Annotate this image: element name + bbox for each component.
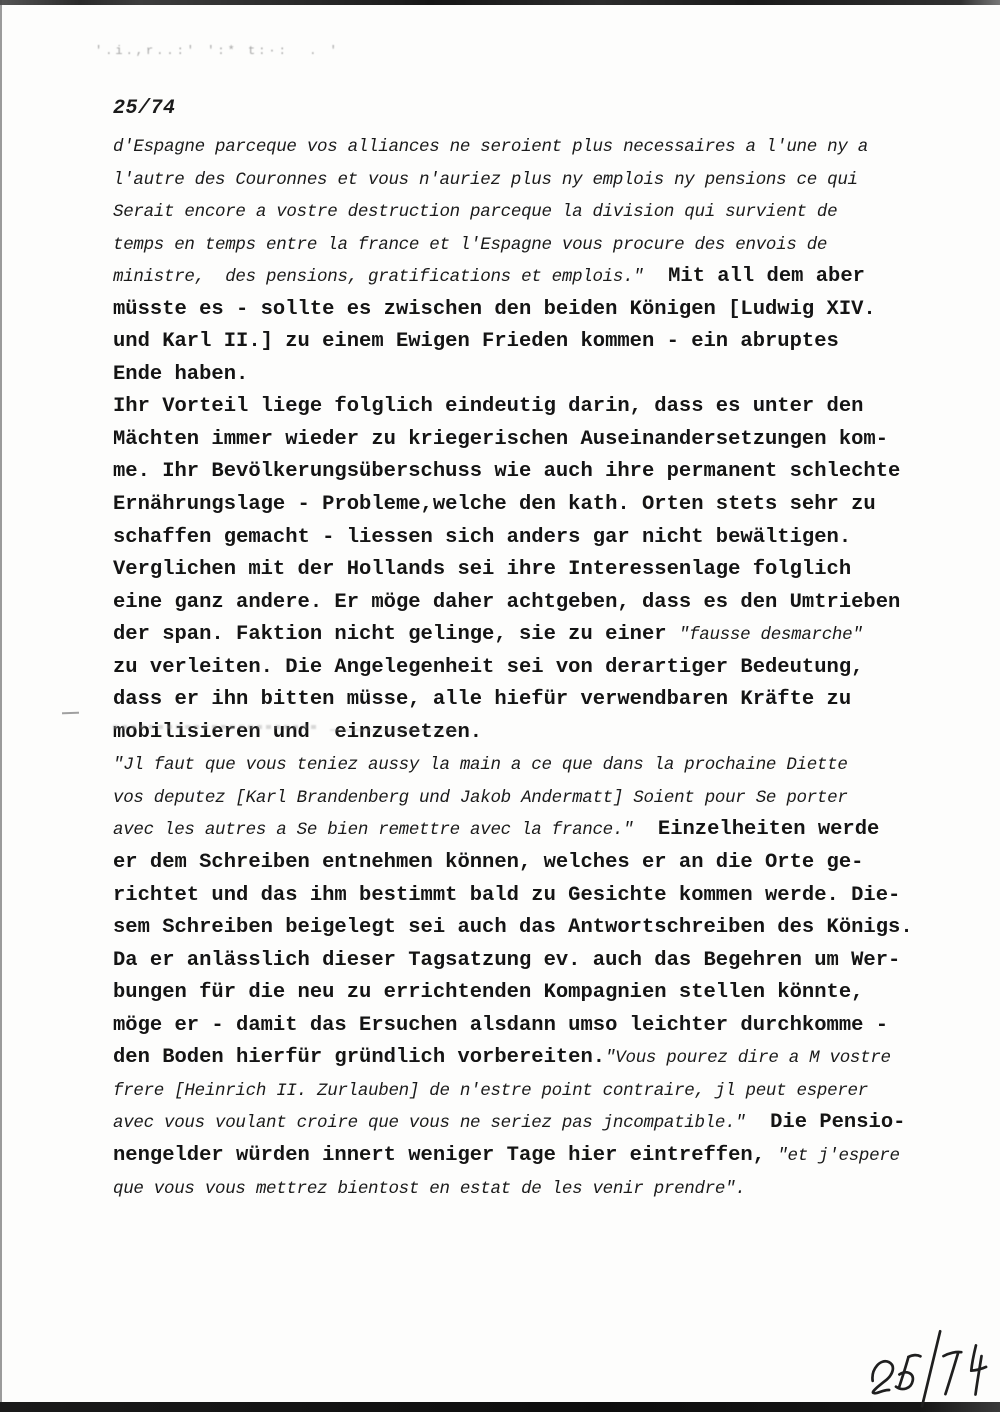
text-line xyxy=(113,359,943,392)
text-segment-italic: l'autre des Couronnes et vous n'auriez plus ny emplois ny pensions ce qui xyxy=(113,169,858,190)
text-line xyxy=(113,424,943,457)
text-line xyxy=(113,196,943,229)
text-line xyxy=(113,326,943,359)
text-segment-italic: que vous vous mettrez bientost en estat de les venir prendre". xyxy=(113,1178,746,1199)
text-line xyxy=(113,652,943,685)
text-segment: Ende haben. xyxy=(113,362,249,386)
text-segment-italic: avec les autres a Se bien remettre avec la france." xyxy=(113,820,634,841)
text-line xyxy=(113,391,943,424)
scan-edge-left xyxy=(0,0,2,1412)
erased-correction-trace xyxy=(113,725,318,729)
text-line xyxy=(113,880,943,913)
text-segment: den Boden hierfür gründlich vorbereiten. xyxy=(113,1046,606,1070)
text-segment-italic: "Vous pourez dire a M vostre xyxy=(605,1048,891,1069)
text-segment-italic: frere [Heinrich II. Zurlauben] de n'estre point contraire, jl peut esperer xyxy=(113,1080,868,1101)
text-line xyxy=(113,912,943,945)
text-segment: müsste es - sollte es zwischen den beiden Königen [Ludwig XIV. xyxy=(113,297,876,321)
typed-page-number: 25/74 xyxy=(113,97,176,120)
text-segment: zu verleiten. Die Angelegenheit sei von derartiger Bedeutung, xyxy=(113,655,864,679)
text-line xyxy=(113,489,943,522)
text-segment: er dem Schreiben entnehmen können, welches er an die Orte ge- xyxy=(113,851,864,875)
text-line xyxy=(113,522,943,555)
text-segment-italic: "fausse desmarche" xyxy=(678,625,863,646)
text-line xyxy=(113,1173,943,1206)
text-line xyxy=(113,229,943,262)
text-block xyxy=(113,131,943,1205)
text-segment: möge er - damit das Ersuchen alsdann umso leichter durchkomme - xyxy=(113,1013,889,1037)
text-segment: dass er ihn bitten müsse, alle hiefür verwendbaren Kräfte zu xyxy=(113,688,852,712)
scan-edge-top xyxy=(0,0,1000,5)
text-line xyxy=(113,619,943,652)
text-segment: Mit all dem aber xyxy=(643,265,865,289)
text-line xyxy=(113,1075,943,1108)
text-segment: schaffen gemacht - liessen sich anders gar nicht bewältigen. xyxy=(113,525,852,549)
scan-edge-bottom xyxy=(0,1402,1000,1412)
handwriting-strokes xyxy=(860,1323,994,1412)
text-segment: der span. Faktion nicht gelinge, sie zu einer xyxy=(113,623,679,647)
text-segment: richtet und das ihm bestimmt bald zu Gesichte kommen werde. Die- xyxy=(113,883,901,907)
text-line xyxy=(113,717,943,750)
text-line xyxy=(113,587,943,620)
text-segment: Verglichen mit der Hollands sei ihre Interessenlage folglich xyxy=(113,558,852,582)
text-segment: nengelder würden innert weniger Tage hier eintreffen, xyxy=(113,1143,778,1167)
text-segment-italic: Serait encore a vostre destruction parceque la division qui survient de xyxy=(113,202,838,223)
text-segment-italic: temps en temps entre la france et l'Espagne vous procure des envois de xyxy=(113,234,828,255)
erased-correction-trace-2 xyxy=(330,729,460,731)
text-segment: Ihr Vorteil liege folglich eindeutig darin, dass es unter den xyxy=(113,395,864,419)
text-line xyxy=(113,1107,943,1140)
pencil-annotation: '.i.,r..:' ':* t:·: . ' xyxy=(95,44,340,58)
text-line xyxy=(113,1010,943,1043)
text-segment: mobilisieren und einzusetzen. xyxy=(113,720,483,744)
text-segment: bungen für die neu zu errichtenden Kompagnien stellen könnte, xyxy=(113,981,864,1005)
text-line xyxy=(113,847,943,880)
text-line xyxy=(113,164,943,197)
text-line xyxy=(113,782,943,815)
text-line xyxy=(113,977,943,1010)
text-segment-italic: "et j'espere xyxy=(777,1145,900,1166)
text-line xyxy=(113,261,943,294)
text-segment-italic: vos deputez [Karl Brandenberg und Jakob Andermatt] Soient pour Se porter xyxy=(113,787,848,808)
text-line xyxy=(113,749,943,782)
text-segment: Ernährungslage - Probleme,welche den kath. Orten stets sehr zu xyxy=(113,493,876,517)
text-line xyxy=(113,294,943,327)
text-segment: Da er anlässlich dieser Tagsatzung ev. auch das Begehren um Wer- xyxy=(113,948,901,972)
text-line xyxy=(113,1140,943,1173)
text-line xyxy=(113,131,943,164)
text-segment: me. Ihr Bevölkerungsüberschuss wie auch ihre permanent schlechte xyxy=(113,460,901,484)
text-segment-italic: avec vous voulant croire que vous ne seriez pas jncompatible." xyxy=(113,1113,746,1134)
text-line xyxy=(113,814,943,847)
text-line xyxy=(113,1042,943,1075)
text-segment-italic: "Jl faut que vous teniez aussy la main a ce que dans la prochaine Diette xyxy=(113,755,848,776)
text-segment-italic: ministre, des pensions, gratifications et emplois." xyxy=(113,267,644,288)
text-segment: Mächten immer wieder zu kriegerischen Auseinandersetzungen kom- xyxy=(113,427,889,451)
text-line xyxy=(113,684,943,717)
text-line xyxy=(113,945,943,978)
text-segment: eine ganz andere. Er möge daher achtgeben, dass es den Umtrieben xyxy=(113,590,901,614)
margin-dash-mark xyxy=(62,712,79,715)
text-segment: sem Schreiben beigelegt sei auch das Antwortschreiben des Königs. xyxy=(113,916,913,940)
text-segment: Einzelheiten werde xyxy=(633,818,880,842)
text-line xyxy=(113,554,943,587)
text-segment: Die Pensio- xyxy=(745,1111,906,1135)
text-segment-italic: d'Espagne parceque vos alliances ne seroient plus necessaires a l'une ny a xyxy=(113,137,868,157)
handwritten-page-number xyxy=(860,1323,994,1412)
text-line xyxy=(113,456,943,489)
text-segment: und Karl II.] zu einem Ewigen Frieden kommen - ein abruptes xyxy=(113,330,839,354)
